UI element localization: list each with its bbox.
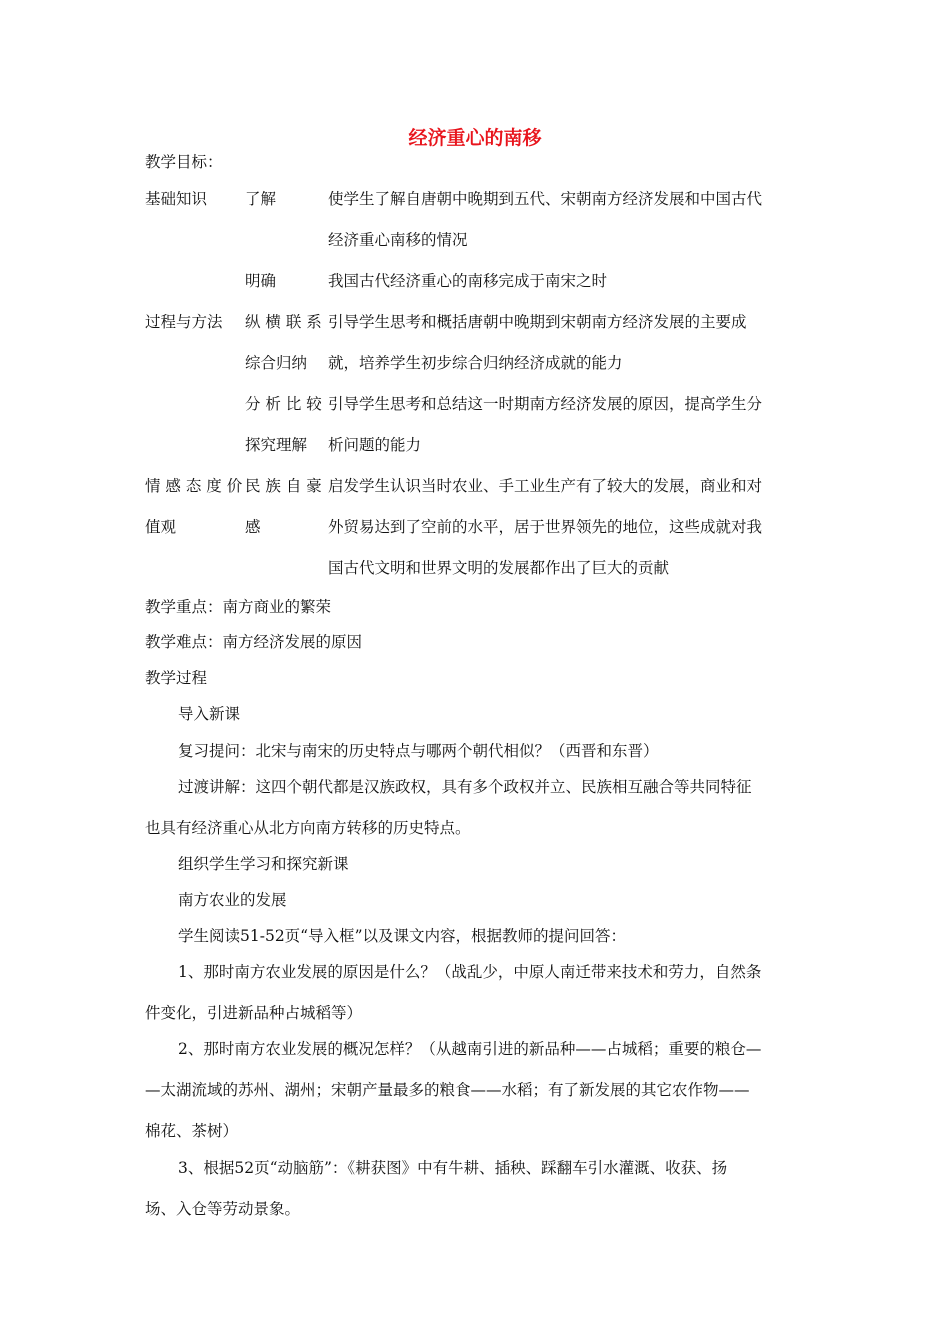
emotion-category-a: 情 感 态 度 价: [145, 477, 243, 495]
paragraph: 导入新课: [178, 705, 241, 723]
difficult-point: 教学难点：南方经济发展的原因: [145, 633, 363, 651]
paragraph: 复习提问：北宋与南宋的历史特点与哪两个朝代相似？（西晋和东晋）: [178, 742, 659, 760]
emotion-method-a: 民 族 自 豪: [245, 477, 322, 495]
paragraph: —太湖流域的苏州、湖州；宋朝产量最多的粮食——水稻；有了新发展的其它农作物——: [145, 1081, 750, 1099]
knowledge-category: 基础知识: [145, 190, 208, 208]
process-text-1b: 就，培养学生初步综合归纳经济成就的能力: [328, 354, 623, 372]
process-method-2b: 探究理解: [245, 436, 308, 454]
process-category: 过程与方法: [145, 313, 223, 331]
emotion-method-b: 感: [245, 518, 261, 536]
paragraph: 棉花、茶树）: [145, 1122, 239, 1140]
emotion-text-a: 启发学生认识当时农业、手工业生产有了较大的发展，商业和对: [328, 477, 763, 495]
paragraph: 南方农业的发展: [178, 891, 287, 909]
knowledge-text-1a: 使学生了解自唐朝中晚期到五代、宋朝南方经济发展和中国古代: [328, 190, 763, 208]
emotion-text-b: 外贸易达到了空前的水平，居于世界领先的地位，这些成就对我: [328, 518, 763, 536]
process-method-1b: 综合归纳: [245, 354, 308, 372]
document-title: 经济重心的南移: [408, 127, 542, 149]
process-text-2b: 析问题的能力: [328, 436, 422, 454]
process-heading: 教学过程: [145, 669, 208, 687]
paragraph: 3、根据52页“动脑筋”：《耕获图》中有牛耕、插秧、踩翻车引水灌溉、收获、扬: [178, 1159, 728, 1177]
paragraph: 组织学生学习和探究新课: [178, 855, 349, 873]
process-text-2a: 引导学生思考和总结这一时期南方经济发展的原因，提高学生分: [328, 395, 763, 413]
process-text-1a: 引导学生思考和概括唐朝中晚期到宋朝南方经济发展的主要成: [328, 313, 747, 331]
process-method-1a: 纵 横 联 系: [245, 313, 322, 331]
paragraph: 过渡讲解：这四个朝代都是汉族政权，具有多个政权并立、民族相互融合等共同特征: [178, 778, 752, 796]
process-method-2a: 分 析 比 较: [245, 395, 322, 413]
knowledge-level-1: 了解: [245, 190, 277, 208]
knowledge-text-2: 我国古代经济重心的南移完成于南宋之时: [328, 272, 608, 290]
emotion-text-c: 国古代文明和世界文明的发展都作出了巨大的贡献: [328, 559, 670, 577]
emotion-category-b: 值观: [145, 518, 177, 536]
paragraph: 场、入仓等劳动景象。: [145, 1200, 301, 1218]
paragraph: 件变化，引进新品种占城稻等）: [145, 1004, 363, 1022]
paragraph: 学生阅读51-52页“导入框”以及课文内容，根据教师的提问回答：: [178, 927, 627, 945]
paragraph: 2、那时南方农业发展的概况怎样？（从越南引进的新品种——占城稻；重要的粮仓—: [178, 1040, 762, 1058]
paragraph: 也具有经济重心从北方向南方转移的历史特点。: [145, 819, 471, 837]
key-point: 教学重点：南方商业的繁荣: [145, 598, 332, 616]
knowledge-text-1b: 经济重心南移的情况: [328, 231, 468, 249]
paragraph: 1、那时南方农业发展的原因是什么？（战乱少，中原人南迁带来技术和劳力，自然条: [178, 963, 762, 981]
knowledge-level-2: 明确: [245, 272, 277, 290]
objectives-heading: 教学目标：: [145, 153, 223, 171]
